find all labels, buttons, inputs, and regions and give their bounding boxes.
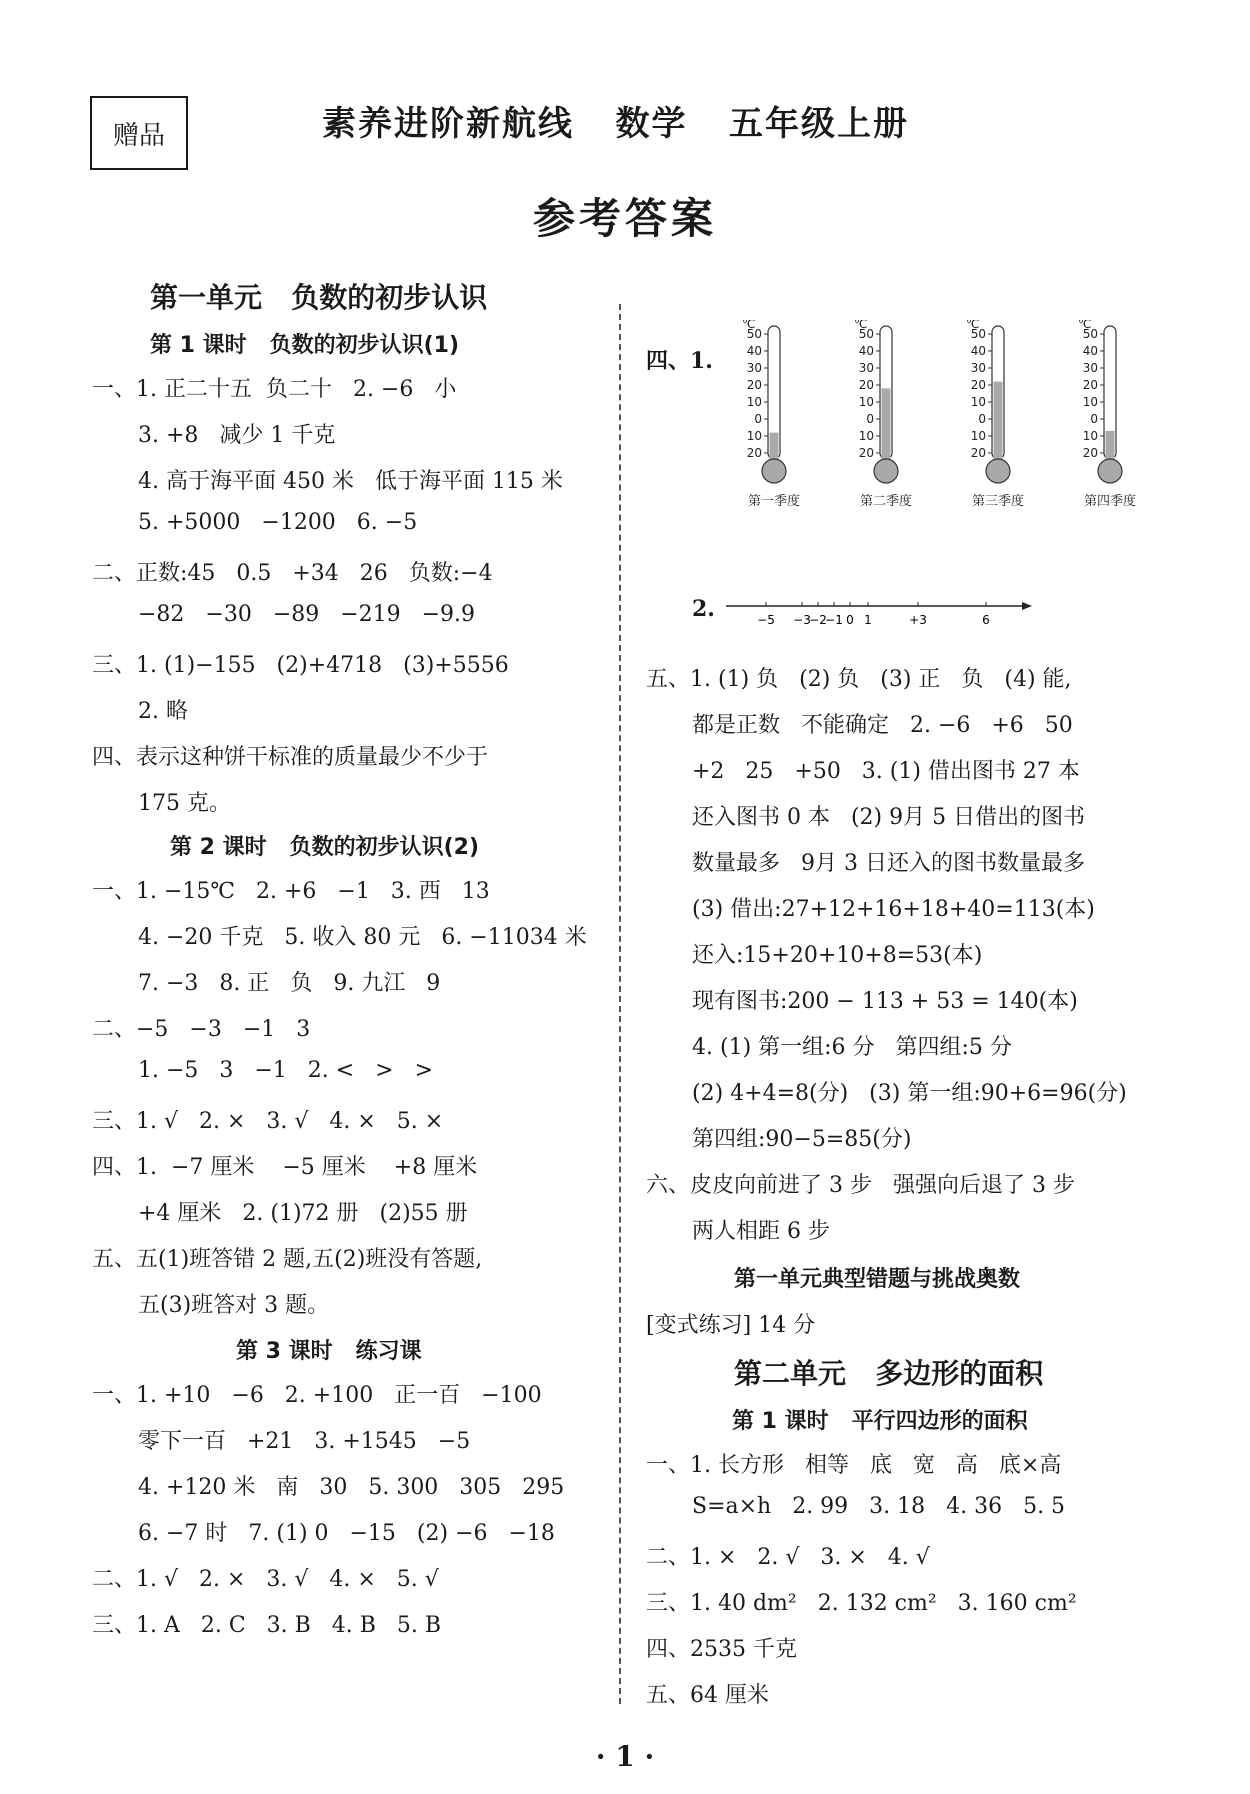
answer-line: 五(3)班答对 3 题。 xyxy=(138,1293,330,1318)
thermometer-bulb xyxy=(762,459,786,483)
page-number: · 1 · xyxy=(595,1740,655,1773)
tick-label: 10 xyxy=(746,395,762,409)
tick-label: 10 xyxy=(858,395,874,409)
tick-label: 0 xyxy=(978,412,986,426)
answer-line: 三、1. (1)−155 (2)+4718 (3)+5556 xyxy=(92,653,509,678)
mercury-column xyxy=(770,433,779,459)
column-divider xyxy=(619,304,621,1704)
answer-line: 四、表示这种饼干标准的质量最少不少于 xyxy=(92,745,489,770)
tick-label: 40 xyxy=(746,344,762,358)
answer-line: 一、1. +10 −6 2. +100 正一百 −100 xyxy=(92,1383,542,1408)
answer-line: 4. −20 千克 5. 收入 80 元 6. −11034 米 xyxy=(138,925,587,950)
tick-label: 20 xyxy=(970,446,986,460)
thermometer-bulb xyxy=(1098,459,1122,483)
page-title: 参考答案 xyxy=(532,194,717,243)
tick-label: 30 xyxy=(858,361,874,375)
answer-line: 二、−5 −3 −1 3 xyxy=(92,1017,311,1042)
answer-line: 第四组:90−5=85(分) xyxy=(692,1127,912,1152)
number-line xyxy=(722,594,1042,634)
answer-line: S=a×h 2. 99 3. 18 4. 36 5. 5 xyxy=(692,1494,1066,1519)
tick-label: 20 xyxy=(746,446,762,460)
answer-line: 4. (1) 第一组:6 分 第四组:5 分 xyxy=(692,1035,1012,1060)
tick-label: 20 xyxy=(1082,446,1098,460)
tick-label: 40 xyxy=(858,344,874,358)
tick-label: 0 xyxy=(1090,412,1098,426)
answer-line: 数量最多 9月 3 日还入的图书数量最多 xyxy=(692,851,1085,876)
mercury-column xyxy=(994,382,1003,459)
answer-line: 1. −5 3 −1 2. < > > xyxy=(138,1058,434,1083)
number-line-label: 0 xyxy=(846,613,854,627)
quarter-label: 第四季度 xyxy=(1083,494,1137,509)
answer-line: 五、五(1)班答错 2 题,五(2)班没有答题, xyxy=(92,1247,483,1272)
unit1-title: 第一单元 负数的初步认识 xyxy=(150,281,488,314)
answer-line: 三、1. 40 dm² 2. 132 cm² 3. 160 cm² xyxy=(646,1591,1077,1616)
answer-line: 一、1. −15℃ 2. +6 −1 3. 西 13 xyxy=(92,879,490,904)
answer-line: 四、2535 千克 xyxy=(646,1637,797,1662)
right-column xyxy=(622,0,1250,1794)
answer-line: 4. 高于海平面 450 米 低于海平面 115 米 xyxy=(138,469,563,494)
tick-label: 0 xyxy=(754,412,762,426)
answer-line: 还入:15+20+10+8=53(本) xyxy=(692,943,983,968)
answer-line: 五、64 厘米 xyxy=(646,1683,769,1708)
tick-label: 50 xyxy=(746,327,762,341)
number-line-label: 6 xyxy=(982,613,990,627)
answer-line: 一、1. 长方形 相等 底 宽 高 底×高 xyxy=(646,1453,1062,1478)
quarter-label: 第一季度 xyxy=(747,494,801,509)
answer-line: 零下一百 +21 3. +1545 −5 xyxy=(138,1429,471,1454)
number-line-label: −5 xyxy=(757,613,775,627)
tick-label: 20 xyxy=(858,378,874,392)
tick-label: 0 xyxy=(866,412,874,426)
thermometer-bulb xyxy=(874,459,898,483)
tick-label: 10 xyxy=(1082,429,1098,443)
tick-label: 30 xyxy=(746,361,762,375)
answer-line: 7. −3 8. 正 负 9. 九江 9 xyxy=(138,971,441,996)
number-line-label: −2 xyxy=(809,613,827,627)
tick-label: 40 xyxy=(970,344,986,358)
answer-line: 一、1. 正二十五 负二十 2. −6 小 xyxy=(92,377,457,402)
lesson2-title: 第 2 课时 负数的初步认识(2) xyxy=(170,835,480,860)
answer-line: 现有图书:200 − 113 + 53 = 140(本) xyxy=(692,989,1078,1014)
arrow-icon xyxy=(1022,602,1032,610)
number-line-label: 1 xyxy=(864,613,872,627)
unit-label: ℃ xyxy=(966,320,980,331)
left-column xyxy=(0,0,619,1794)
book-title: 素养进阶新航线 数学 五年级上册 xyxy=(322,104,910,144)
answer-line: −82 −30 −89 −219 −9.9 xyxy=(138,602,476,627)
tick-label: 30 xyxy=(970,361,986,375)
thermometer-chart xyxy=(722,320,1192,570)
tick-label: 10 xyxy=(970,395,986,409)
tick-label: 50 xyxy=(858,327,874,341)
answer-line: 六、皮皮向前进了 3 步 强强向后退了 3 步 xyxy=(646,1173,1075,1198)
answer-line: (3) 借出:27+12+16+18+40=113(本) xyxy=(692,897,1095,922)
unit2-lesson1-title: 第 1 课时 平行四边形的面积 xyxy=(732,1409,1028,1434)
typical-errors-title: 第一单元典型错题与挑战奥数 xyxy=(734,1267,1021,1292)
tick-label: 40 xyxy=(1082,344,1098,358)
tick-label: 10 xyxy=(858,429,874,443)
unit2-title: 第二单元 多边形的面积 xyxy=(734,1357,1044,1390)
answer-line: 3. +8 减少 1 千克 xyxy=(138,423,336,448)
quarter-label: 第二季度 xyxy=(859,494,913,509)
answer-line: 四、1. −7 厘米 −5 厘米 +8 厘米 xyxy=(92,1155,478,1180)
tick-label: 10 xyxy=(746,429,762,443)
lesson3-title: 第 3 课时 练习课 xyxy=(236,1339,422,1364)
tick-label: 10 xyxy=(1082,395,1098,409)
mercury-column xyxy=(882,388,891,459)
answer-line: 五、1. (1) 负 (2) 负 (3) 正 负 (4) 能, xyxy=(646,667,1072,692)
number-line-label: −3 xyxy=(793,613,811,627)
answer-line: 都是正数 不能确定 2. −6 +6 50 xyxy=(692,713,1073,738)
answer-line: 二、正数:45 0.5 +34 26 负数:−4 xyxy=(92,561,493,586)
tick-label: 20 xyxy=(858,446,874,460)
answer-line: 4. +120 米 南 30 5. 300 305 295 xyxy=(138,1475,565,1500)
answer-line: [变式练习] 14 分 xyxy=(646,1313,816,1338)
lesson1-title: 第 1 课时 负数的初步认识(1) xyxy=(150,333,460,358)
tick-label: 10 xyxy=(970,429,986,443)
answer-line: 二、1. √ 2. × 3. √ 4. × 5. √ xyxy=(92,1567,439,1592)
answer-line: 三、1. √ 2. × 3. √ 4. × 5. × xyxy=(92,1109,444,1134)
tick-label: 30 xyxy=(1082,361,1098,375)
answer-line: 6. −7 时 7. (1) 0 −15 (2) −6 −18 xyxy=(138,1521,555,1546)
unit-label: ℃ xyxy=(1078,320,1092,331)
quarter-label: 第三季度 xyxy=(971,494,1025,509)
answer-line: 三、1. A 2. C 3. B 4. B 5. B xyxy=(92,1613,442,1638)
mercury-column xyxy=(1106,431,1115,459)
answer-line: 175 克。 xyxy=(138,791,231,816)
unit-label: ℃ xyxy=(854,320,868,331)
q4-label: 四、1. xyxy=(646,348,713,374)
tick-label: 20 xyxy=(1082,378,1098,392)
thermometer-bulb xyxy=(986,459,1010,483)
q4-2-label: 2. xyxy=(692,596,715,622)
unit-label: ℃ xyxy=(742,320,756,331)
tick-label: 20 xyxy=(746,378,762,392)
tick-label: 50 xyxy=(1082,327,1098,341)
number-line-label: −1 xyxy=(825,613,843,627)
answer-line: 5. +5000 −1200 6. −5 xyxy=(138,510,418,535)
gift-label: 赠品 xyxy=(90,96,188,170)
answer-line: +2 25 +50 3. (1) 借出图书 27 本 xyxy=(692,759,1080,784)
tick-label: 50 xyxy=(970,327,986,341)
answer-line: 2. 略 xyxy=(138,699,188,724)
answer-line: 还入图书 0 本 (2) 9月 5 日借出的图书 xyxy=(692,805,1086,830)
number-line-label: +3 xyxy=(909,613,927,627)
answer-line: 两人相距 6 步 xyxy=(692,1219,830,1244)
answer-line: +4 厘米 2. (1)72 册 (2)55 册 xyxy=(138,1201,468,1226)
tick-label: 20 xyxy=(970,378,986,392)
answer-line: 二、1. × 2. √ 3. × 4. √ xyxy=(646,1545,930,1570)
answer-line: (2) 4+4=8(分) (3) 第一组:90+6=96(分) xyxy=(692,1081,1127,1106)
